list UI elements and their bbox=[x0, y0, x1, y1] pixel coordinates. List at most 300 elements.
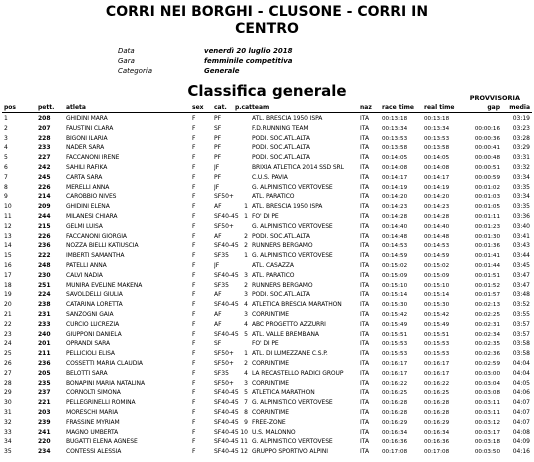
cell-pace: 04:08 bbox=[512, 428, 530, 436]
cell-category: SF40-45 bbox=[214, 428, 239, 436]
table-row bbox=[0, 242, 534, 250]
cell-nation: ITA bbox=[360, 193, 370, 201]
cell-bib: 207 bbox=[38, 124, 51, 132]
col-header-race-time: race time bbox=[382, 104, 414, 111]
section-title: Classifica generale bbox=[187, 82, 347, 100]
cell-gap: 00:01:23 bbox=[474, 223, 500, 230]
cell-athlete: FACCANONI IRENE bbox=[66, 154, 120, 162]
cell-bib: 227 bbox=[38, 154, 51, 162]
col-header-atleta: atleta bbox=[66, 104, 86, 111]
cell-category: SF40-45 bbox=[214, 330, 239, 338]
cell-category: AF bbox=[214, 311, 222, 318]
cell-category: SF40-45 bbox=[214, 271, 239, 279]
cell-race-time: 00:14:59 bbox=[382, 253, 408, 260]
cell-athlete: CORNOLTI SIMONA bbox=[66, 389, 121, 397]
cell-category: SF35 bbox=[214, 281, 229, 289]
cell-sex: F bbox=[192, 193, 196, 201]
cell-sex: F bbox=[192, 379, 196, 387]
col-header-media: media bbox=[509, 104, 530, 111]
cell-category: SF bbox=[214, 124, 222, 132]
cell-team: U.S. MALONNO bbox=[252, 428, 296, 436]
col-header-team: team bbox=[252, 104, 270, 111]
table-row bbox=[0, 125, 534, 133]
cell-bib: 224 bbox=[38, 291, 51, 299]
cell-nation: ITA bbox=[360, 222, 370, 230]
cell-nation: ITA bbox=[360, 164, 370, 171]
cell-category: SF35 bbox=[214, 369, 229, 377]
cell-gap: 00:02:35 bbox=[474, 341, 500, 348]
cell-athlete: PELLICIOLI ELISA bbox=[66, 350, 115, 358]
cell-team: LA RECASTELLO RADICI GROUP bbox=[252, 369, 344, 377]
cell-pos: 19 bbox=[4, 291, 12, 299]
cell-nation: ITA bbox=[360, 262, 370, 269]
table-row bbox=[0, 184, 534, 192]
cell-pos: 2 bbox=[4, 124, 8, 132]
cell-real-time: 00:16:17 bbox=[424, 370, 450, 377]
cell-pace: 03:36 bbox=[512, 213, 530, 220]
cell-athlete: OPRANDI SARA bbox=[66, 340, 111, 348]
cell-real-time: 00:13:53 bbox=[424, 135, 450, 142]
cell-race-time: 00:13:18 bbox=[382, 116, 408, 122]
cell-category: AF bbox=[214, 320, 222, 328]
cell-category: SF40-45 bbox=[214, 389, 239, 397]
cell-gap: 00:03:18 bbox=[474, 439, 500, 446]
cell-nation: ITA bbox=[360, 360, 370, 367]
cell-pos: 21 bbox=[4, 311, 12, 318]
cell-athlete: SAHILI RAFIKA bbox=[66, 164, 108, 171]
table-row bbox=[0, 213, 534, 221]
cell-pos: 18 bbox=[4, 281, 12, 289]
table-row bbox=[0, 311, 534, 319]
cell-category: AF bbox=[214, 232, 222, 240]
cell-race-time: 00:16:34 bbox=[382, 429, 408, 436]
cell-team: ABC PROGETTO AZZURRI bbox=[252, 320, 326, 328]
cell-pace: 03:29 bbox=[512, 144, 530, 152]
cell-pace: 03:34 bbox=[512, 193, 530, 201]
cell-athlete: FAUSTINI CLARA bbox=[66, 124, 114, 132]
cell-bib: 233 bbox=[38, 144, 51, 152]
cell-bib: 237 bbox=[38, 389, 51, 397]
cell-category-position: 5 bbox=[244, 389, 248, 397]
cell-athlete: MAGNO UMBERTA bbox=[66, 428, 119, 436]
cell-nation: ITA bbox=[360, 173, 370, 181]
cell-race-time: 00:15:30 bbox=[382, 302, 408, 309]
cell-pace: 03:57 bbox=[512, 320, 530, 328]
cell-nation: ITA bbox=[360, 369, 370, 377]
cell-athlete: COSSETTI MARIA CLAUDIA bbox=[66, 360, 143, 367]
cell-bib: 228 bbox=[38, 134, 51, 142]
cell-real-time: 00:14:08 bbox=[424, 165, 450, 171]
cell-race-time: 00:15:51 bbox=[382, 331, 408, 338]
cell-race-time: 00:16:25 bbox=[382, 390, 408, 397]
cell-category-position: 2 bbox=[244, 242, 248, 250]
cell-race-time: 00:13:58 bbox=[382, 145, 408, 152]
meta-row-race bbox=[118, 56, 293, 66]
cell-pos: 20 bbox=[4, 301, 12, 309]
cell-athlete: CURCIO LUCREZIA bbox=[66, 320, 120, 328]
cell-team: F.D.RUNNING TEAM bbox=[252, 124, 309, 132]
cell-pace: 04:06 bbox=[512, 389, 530, 397]
cell-sex: F bbox=[192, 369, 196, 377]
cell-sex: F bbox=[192, 350, 196, 358]
cell-pace: 03:31 bbox=[512, 154, 530, 162]
cell-athlete: SANZOGNI GAIA bbox=[66, 311, 114, 318]
table-row bbox=[0, 419, 534, 427]
cell-pos: 29 bbox=[4, 389, 12, 397]
cell-nation: ITA bbox=[360, 232, 370, 240]
cell-team: G. ALPINISTICO VERTOVESE bbox=[252, 438, 333, 446]
cell-bib: 230 bbox=[38, 271, 51, 279]
cell-bib: 234 bbox=[38, 448, 51, 456]
cell-real-time: 00:14:05 bbox=[424, 155, 450, 162]
cell-athlete: CALVI NADIA bbox=[66, 271, 103, 279]
cell-category: SF40-45 bbox=[214, 438, 239, 446]
cell-gap: 00:01:44 bbox=[474, 263, 500, 269]
cell-category: SF50+ bbox=[214, 360, 234, 367]
cell-sex: F bbox=[192, 242, 196, 250]
cell-real-time: 00:15:10 bbox=[424, 282, 450, 289]
cell-pos: 17 bbox=[4, 271, 12, 279]
cell-pace: 03:35 bbox=[512, 203, 530, 211]
cell-pos: 24 bbox=[4, 340, 12, 348]
cell-real-time: 00:14:23 bbox=[424, 204, 450, 211]
meta-value: femminile competitiva bbox=[204, 57, 293, 65]
cell-sex: F bbox=[192, 271, 196, 279]
cell-bib: 233 bbox=[38, 320, 51, 328]
cell-team: PODI. SOC.ATL.ALTA bbox=[252, 154, 310, 162]
cell-category: SF40-45 bbox=[214, 399, 239, 407]
cell-gap: 00:00:36 bbox=[474, 135, 500, 142]
table-row bbox=[0, 448, 534, 456]
cell-gap: 00:00:48 bbox=[474, 155, 500, 162]
cell-pos: 30 bbox=[4, 399, 12, 407]
cell-pos: 13 bbox=[4, 232, 12, 240]
cell-team: PODI. SOC.ATL.ALTA bbox=[252, 291, 310, 299]
cell-race-time: 00:15:53 bbox=[382, 351, 408, 358]
cell-pos: 9 bbox=[4, 193, 8, 201]
cell-category: PF bbox=[214, 154, 222, 162]
cell-athlete: BELOTTI SARA bbox=[66, 369, 108, 377]
cell-gap: 00:03:11 bbox=[474, 400, 500, 407]
cell-race-time: 00:15:14 bbox=[382, 292, 408, 299]
cell-bib: 240 bbox=[38, 330, 51, 338]
cell-category-position: 2 bbox=[244, 281, 248, 289]
cell-nation: ITA bbox=[360, 183, 370, 191]
cell-nation: ITA bbox=[360, 271, 370, 279]
cell-sex: F bbox=[192, 409, 196, 416]
cell-pace: 03:34 bbox=[512, 173, 530, 181]
cell-pace: 03:19 bbox=[512, 115, 530, 122]
table-row bbox=[0, 272, 534, 280]
col-header-cat: cat. bbox=[214, 104, 227, 111]
cell-race-time: 00:14:08 bbox=[382, 165, 408, 171]
cell-bib: 226 bbox=[38, 183, 51, 191]
cell-team: PODI. SOC.ATL.ALTA bbox=[252, 134, 310, 142]
cell-race-time: 00:16:29 bbox=[382, 419, 408, 426]
cell-athlete: CARTA SARA bbox=[66, 173, 103, 181]
cell-sex: F bbox=[192, 438, 196, 446]
cell-bib: 238 bbox=[38, 301, 51, 309]
cell-athlete: GELMI LUISA bbox=[66, 222, 103, 230]
cell-athlete: PATELLI ANNA bbox=[66, 262, 107, 269]
cell-real-time: 00:16:29 bbox=[424, 419, 450, 426]
cell-sex: F bbox=[192, 291, 196, 299]
cell-sex: F bbox=[192, 115, 196, 122]
cell-real-time: 00:13:34 bbox=[424, 125, 450, 132]
table-header bbox=[0, 104, 534, 112]
cell-sex: F bbox=[192, 301, 196, 309]
cell-team: G. ALPINISTICO VERTOVESE bbox=[252, 252, 333, 260]
table-row bbox=[0, 223, 534, 231]
meta-row-category bbox=[118, 66, 240, 76]
cell-gap: 00:03:12 bbox=[474, 419, 500, 426]
cell-athlete: BIGONI ILARIA bbox=[66, 134, 108, 142]
cell-pos: 32 bbox=[4, 418, 12, 426]
cell-bib: 208 bbox=[38, 115, 51, 122]
cell-team: ATL. PARATICO bbox=[252, 271, 295, 279]
cell-nation: ITA bbox=[360, 448, 370, 456]
meta-value: Generale bbox=[204, 67, 240, 75]
cell-athlete: GHIDINI MARA bbox=[66, 115, 108, 122]
cell-bib: 248 bbox=[38, 262, 51, 269]
cell-sex: F bbox=[192, 360, 196, 367]
cell-team: FO' DI PE bbox=[252, 340, 279, 348]
table-row bbox=[0, 409, 534, 417]
cell-bib: 236 bbox=[38, 242, 51, 250]
cell-sex: F bbox=[192, 330, 196, 338]
cell-bib: 235 bbox=[38, 379, 51, 387]
cell-real-time: 00:14:17 bbox=[424, 174, 450, 181]
page-title-line-1: CORRI NEI BORGHI - CLUSONE - CORRI IN bbox=[105, 4, 429, 20]
cell-bib: 215 bbox=[38, 222, 51, 230]
cell-nation: ITA bbox=[360, 389, 370, 397]
cell-race-time: 00:16:28 bbox=[382, 400, 408, 407]
cell-real-time: 00:17:08 bbox=[424, 449, 450, 456]
cell-team: CORRINTIME bbox=[252, 311, 289, 318]
cell-race-time: 00:15:02 bbox=[382, 263, 408, 269]
cell-gap: 00:02:25 bbox=[474, 312, 500, 318]
cell-pace: 03:47 bbox=[512, 271, 530, 279]
cell-real-time: 00:15:09 bbox=[424, 272, 450, 279]
table-row bbox=[0, 321, 534, 329]
cell-race-time: 00:16:28 bbox=[382, 410, 408, 416]
cell-category: SF50+ bbox=[214, 193, 234, 201]
cell-pos: 27 bbox=[4, 369, 12, 377]
cell-bib: 231 bbox=[38, 311, 51, 318]
cell-sex: F bbox=[192, 320, 196, 328]
cell-pos: 33 bbox=[4, 428, 12, 436]
meta-key: Gara bbox=[118, 57, 135, 65]
cell-nation: ITA bbox=[360, 213, 370, 220]
cell-gap: 00:01:41 bbox=[474, 253, 500, 260]
cell-pos: 14 bbox=[4, 242, 12, 250]
cell-pos: 16 bbox=[4, 262, 12, 269]
col-header-sex: sex bbox=[192, 104, 204, 111]
cell-sex: F bbox=[192, 252, 196, 260]
cell-category-position: 4 bbox=[244, 301, 248, 309]
cell-category-position: 4 bbox=[244, 369, 248, 377]
cell-pos: 8 bbox=[4, 183, 8, 191]
cell-nation: ITA bbox=[360, 438, 370, 446]
cell-bib: 222 bbox=[38, 252, 51, 260]
cell-gap: 00:03:50 bbox=[474, 449, 500, 456]
cell-race-time: 00:15:42 bbox=[382, 312, 408, 318]
cell-race-time: 00:14:19 bbox=[382, 184, 408, 191]
table-row bbox=[0, 438, 534, 446]
cell-race-time: 00:17:08 bbox=[382, 449, 408, 456]
cell-bib: 220 bbox=[38, 438, 51, 446]
cell-real-time: 00:14:40 bbox=[424, 223, 450, 230]
cell-athlete: NADER SARA bbox=[66, 144, 105, 152]
cell-category-position: 1 bbox=[244, 203, 248, 211]
col-header-gap: gap bbox=[487, 104, 500, 111]
cell-team: RUNNERS BERGAMO bbox=[252, 281, 313, 289]
cell-category: SF50+ bbox=[214, 222, 234, 230]
cell-sex: F bbox=[192, 154, 196, 162]
col-header-pett: pett. bbox=[38, 104, 55, 111]
cell-gap: 00:01:30 bbox=[474, 233, 500, 240]
cell-race-time: 00:13:34 bbox=[382, 125, 408, 132]
cell-real-time: 00:15:14 bbox=[424, 292, 450, 299]
cell-pace: 03:52 bbox=[512, 301, 530, 309]
cell-pos: 4 bbox=[4, 144, 8, 152]
col-header-real-time: real time bbox=[424, 104, 455, 111]
table-row bbox=[0, 135, 534, 143]
cell-race-time: 00:14:20 bbox=[382, 194, 408, 201]
cell-gap: 00:02:13 bbox=[474, 302, 500, 309]
cell-sex: F bbox=[192, 389, 196, 397]
cell-category: SF40-45 bbox=[214, 448, 239, 456]
cell-pace: 03:44 bbox=[512, 252, 530, 260]
cell-real-time: 00:15:02 bbox=[424, 263, 450, 269]
cell-nation: ITA bbox=[360, 134, 370, 142]
cell-athlete: PELLEGRINELLI ROMINA bbox=[66, 399, 136, 407]
cell-sex: F bbox=[192, 164, 196, 171]
cell-team: G. ALPINISTICO VERTOVESE bbox=[252, 399, 333, 407]
cell-real-time: 00:13:18 bbox=[424, 116, 450, 122]
cell-sex: F bbox=[192, 418, 196, 426]
cell-race-time: 00:14:05 bbox=[382, 155, 408, 162]
cell-category-position: 10 bbox=[240, 428, 248, 436]
cell-sex: F bbox=[192, 144, 196, 152]
table-row bbox=[0, 193, 534, 201]
cell-gap: 00:02:31 bbox=[474, 321, 500, 328]
cell-gap: 00:00:41 bbox=[474, 145, 500, 152]
cell-real-time: 00:14:53 bbox=[424, 243, 450, 250]
cell-category-position: 9 bbox=[244, 418, 248, 426]
cell-category-position: 11 bbox=[240, 438, 248, 446]
cell-category: JF bbox=[214, 164, 220, 171]
cell-bib: 251 bbox=[38, 281, 51, 289]
col-header-pos: pos bbox=[4, 104, 16, 111]
table-row bbox=[0, 252, 534, 260]
cell-nation: ITA bbox=[360, 291, 370, 299]
cell-nation: ITA bbox=[360, 311, 370, 318]
cell-gap: 00:03:00 bbox=[474, 370, 500, 377]
cell-nation: ITA bbox=[360, 330, 370, 338]
cell-real-time: 00:15:30 bbox=[424, 302, 450, 309]
cell-team: ATL. BRESCIA 1950 ISPA bbox=[252, 115, 323, 122]
cell-athlete: MILANESI CHIARA bbox=[66, 213, 118, 220]
cell-race-time: 00:16:22 bbox=[382, 380, 408, 387]
cell-team: C.U.S. PAVIA bbox=[252, 173, 288, 181]
cell-pace: 03:35 bbox=[512, 183, 530, 191]
cell-sex: F bbox=[192, 124, 196, 132]
cell-bib: 221 bbox=[38, 399, 51, 407]
cell-team: ATL. PARATICO bbox=[252, 193, 295, 201]
cell-nation: ITA bbox=[360, 399, 370, 407]
table-row bbox=[0, 154, 534, 162]
cell-race-time: 00:16:36 bbox=[382, 439, 408, 446]
cell-pos: 35 bbox=[4, 448, 12, 456]
cell-pos: 10 bbox=[4, 203, 12, 211]
table-row bbox=[0, 331, 534, 339]
cell-race-time: 00:16:17 bbox=[382, 370, 408, 377]
cell-bib: 241 bbox=[38, 428, 51, 436]
cell-nation: ITA bbox=[360, 418, 370, 426]
cell-bib: 209 bbox=[38, 203, 51, 211]
table-row bbox=[0, 115, 534, 123]
cell-team: G. ALPINISTICO VERTOVESE bbox=[252, 222, 333, 230]
cell-bib: 211 bbox=[38, 350, 51, 358]
cell-sex: F bbox=[192, 311, 196, 318]
cell-pos: 28 bbox=[4, 379, 12, 387]
cell-team: ATLETICA BRESCIA MARATHON bbox=[252, 301, 342, 309]
cell-category: SF50+ bbox=[214, 350, 234, 358]
cell-category-position: 1 bbox=[244, 350, 248, 358]
cell-athlete: MORESCHI MARIA bbox=[66, 409, 118, 416]
table-row bbox=[0, 164, 534, 172]
cell-team: ATLETICA MARATHON bbox=[252, 389, 315, 397]
cell-athlete: SAVOLDELLI GIULIA bbox=[66, 291, 123, 299]
cell-bib: 214 bbox=[38, 193, 51, 201]
cell-gap: 00:01:52 bbox=[474, 282, 500, 289]
cell-pos: 12 bbox=[4, 222, 12, 230]
table-row bbox=[0, 380, 534, 388]
table-row bbox=[0, 389, 534, 397]
cell-pace: 03:58 bbox=[512, 350, 530, 358]
table-row bbox=[0, 301, 534, 309]
cell-real-time: 00:16:28 bbox=[424, 400, 450, 407]
cell-nation: ITA bbox=[360, 428, 370, 436]
cell-nation: ITA bbox=[360, 281, 370, 289]
cell-team: ATL. CASAZZA bbox=[252, 262, 294, 269]
cell-race-time: 00:14:40 bbox=[382, 223, 408, 230]
meta-row-date bbox=[118, 46, 292, 56]
cell-pace: 04:16 bbox=[512, 448, 530, 456]
cell-athlete: CAROBBIO NIVES bbox=[66, 193, 117, 201]
cell-gap: 00:03:17 bbox=[474, 429, 500, 436]
cell-category-position: 5 bbox=[244, 330, 248, 338]
cell-team: CORRINTIME bbox=[252, 360, 289, 367]
cell-pace: 03:47 bbox=[512, 281, 530, 289]
cell-athlete: FACCANONI GIORGIA bbox=[66, 232, 127, 240]
cell-real-time: 00:13:58 bbox=[424, 145, 450, 152]
header-divider bbox=[2, 112, 532, 113]
cell-pace: 04:04 bbox=[512, 360, 530, 367]
table-row bbox=[0, 360, 534, 368]
cell-pace: 03:45 bbox=[512, 262, 530, 269]
col-header-naz: naz bbox=[360, 104, 372, 111]
cell-real-time: 00:15:53 bbox=[424, 351, 450, 358]
cell-gap: 00:00:59 bbox=[474, 174, 500, 181]
cell-category: SF35 bbox=[214, 252, 229, 260]
cell-gap: 00:01:51 bbox=[474, 272, 500, 279]
cell-gap: 00:01:57 bbox=[474, 292, 500, 299]
cell-team: ATL. DI LUMEZZANE C.S.P. bbox=[252, 350, 328, 358]
cell-race-time: 00:13:53 bbox=[382, 135, 408, 142]
cell-pos: 25 bbox=[4, 350, 12, 358]
